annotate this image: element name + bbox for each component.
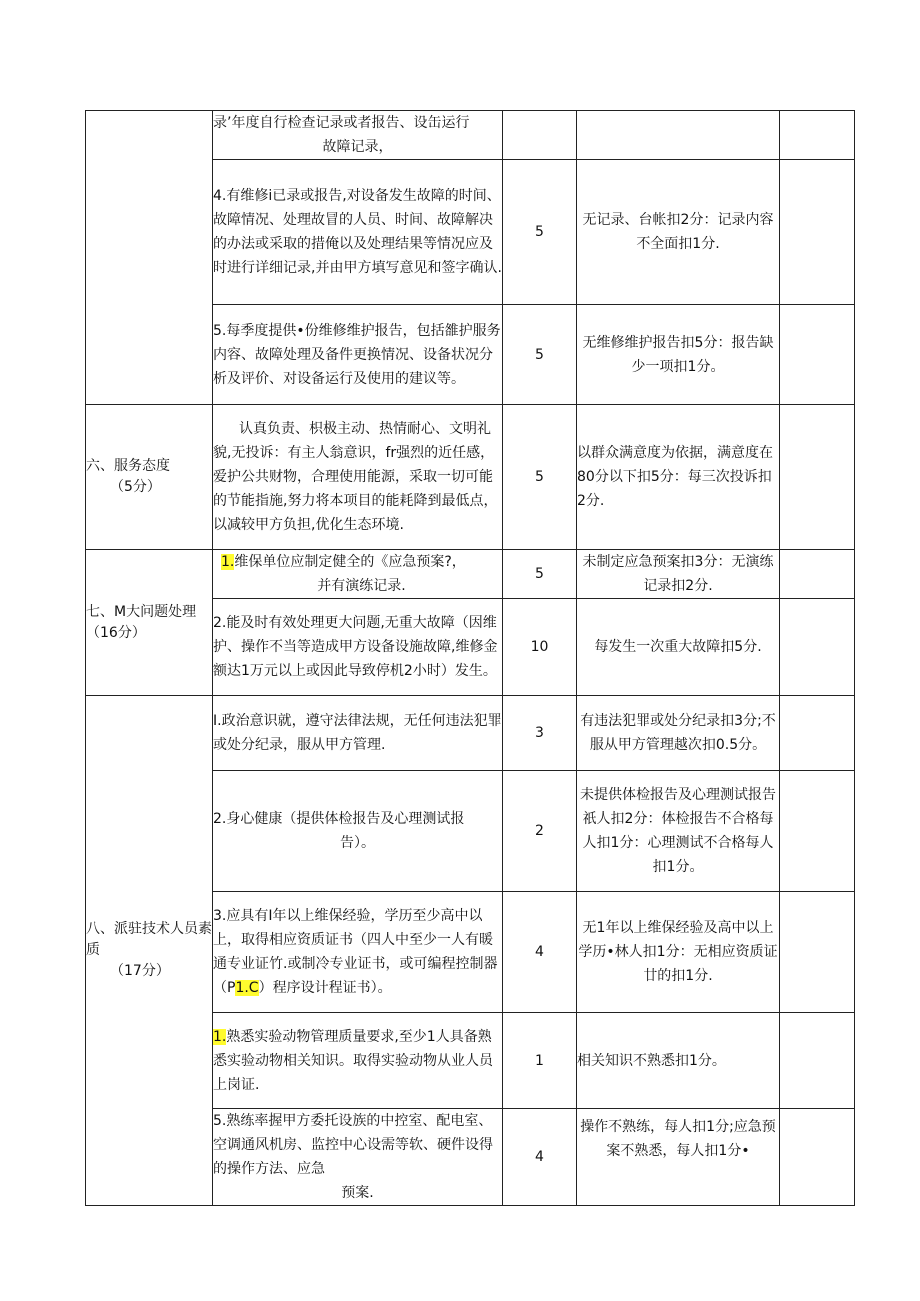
remark-cell <box>780 771 855 892</box>
rule-text: 无记录、台帐扣2分：记录内容不全面扣1分. <box>577 160 780 305</box>
category-title: 六、服务态度 <box>86 458 170 474</box>
requirement-number: 1. <box>221 554 235 570</box>
requirement-text: 认真负责、枳极主动、热情耐心、文明礼貌,无投诉：有主人翁意识，fr强烈的近任感，爱护公共财物，合理使用能源，采取一切可能的节能指施,努力将本项目的能耗降到最低点，以减较甲方负担,优化生态环境. <box>213 421 498 533</box>
points-value: 5 <box>503 405 577 550</box>
rule-text: 无维修维护报告扣5分：报告缺少一项扣1分。 <box>577 305 780 405</box>
remark-cell <box>780 405 855 550</box>
requirement-cell <box>213 892 503 1013</box>
category-cell <box>86 405 213 550</box>
requirement-text: 5.每季度提供•份维修维护报告，包括雒护服务内容、故障处理及备件更换情况、设备状况分析及评价、对设备运行及使用的建议等。 <box>213 322 501 387</box>
requirement-text: I.政治意识就，遵守法律法规，无任何违法犯罪或处分纪录，服从甲方管理. <box>213 713 502 753</box>
remark-cell <box>780 892 855 1013</box>
table-row <box>86 696 855 771</box>
requirement-continuation: 并有演练记录. <box>317 578 406 594</box>
points-value: 4 <box>503 892 577 1013</box>
rule-text: 未提供体检报告及心理测试报告祇人扣2分：体检报告不合格每人扣1分：心理测试不合格每人扣1分。 <box>577 771 780 892</box>
category-score: （16分） <box>86 624 146 641</box>
requirement-number: 1. <box>213 1028 227 1045</box>
category-score: （17分） <box>110 963 170 979</box>
rule-text: 有违法犯罪或处分纪录扣3分;不服从甲方管理越次扣0.5分。 <box>577 696 780 771</box>
category-cell <box>86 550 213 696</box>
points-value: 1 <box>503 1013 577 1109</box>
points-value: 5 <box>503 550 577 599</box>
rule-text: 未制定应急预案扣3分：无演练记录扣2分. <box>577 550 780 599</box>
requirement-cell <box>213 550 503 599</box>
points-value: 5 <box>503 305 577 405</box>
remark-cell <box>780 1013 855 1109</box>
rule-text: 每发生一次重大故障扣5分. <box>577 599 780 696</box>
requirement-text: 5.熟练率握甲方委托设族的中控室、配电室、空调通风机房、监控中心设需等软、硬件设得的操作方法、应急 <box>213 1113 493 1177</box>
requirement-text: 录’年度自行检查记录或者报告、设缶运行 <box>213 115 470 131</box>
category-score: （5分） <box>110 479 161 495</box>
requirement-text-post: ）程序设计程证书）。 <box>258 980 392 996</box>
remark-cell <box>780 111 855 160</box>
requirement-text: 熟悉实验动物管理质量要求,至少1人具备熟悉实验动物相关知识。取得实验动物从业人员上岗证. <box>213 1028 493 1093</box>
category-title: 七、M大问题处理 <box>86 603 197 620</box>
requirement-text: 2.能及时有效处理更大问题,无重大故障（因维护、操作不当等造成甲方设备设施故障,维修金额达1万元以上或因此导致停机2小时）发生。 <box>213 615 498 679</box>
requirement-cell <box>213 160 503 305</box>
requirement-continuation: 告）。 <box>340 835 375 851</box>
scoring-table <box>85 110 855 1206</box>
requirement-cell <box>213 111 503 160</box>
rule-cell <box>577 111 780 160</box>
points-value: 2 <box>503 771 577 892</box>
points-value: 5 <box>503 160 577 305</box>
requirement-continuation: 预案. <box>341 1185 374 1201</box>
requirement-cell <box>213 405 503 550</box>
rule-text: 相关知识不熟悉扣1分。 <box>577 1013 780 1109</box>
remark-cell <box>780 160 855 305</box>
table-row <box>86 550 855 599</box>
requirement-text: 4.有维修i已录或报告,对设备发生故障的时间、故障情况、处理故冒的人员、时间、故障解决的办法或采取的措俺以及处理结果等情况应及时进行详细记录,并由甲方填写意见和签字确认. <box>213 188 502 276</box>
remark-cell <box>780 1109 855 1206</box>
table-row <box>86 405 855 550</box>
category-cell <box>86 696 213 1206</box>
points-value: 10 <box>503 599 577 696</box>
points-cell <box>503 111 577 160</box>
rule-text: 操作不熟练，每人扣1分;应急预案不熟悉，每人扣1分• <box>577 1109 780 1206</box>
requirement-cell <box>213 305 503 405</box>
requirement-cell <box>213 599 503 696</box>
category-title: 八、派驻技术人员素质 <box>86 921 212 958</box>
remark-cell <box>780 550 855 599</box>
requirement-cell <box>213 1109 503 1206</box>
requirement-text: 维保单位应制定健全的《应急预案?， <box>234 554 466 570</box>
requirement-cell <box>213 1013 503 1109</box>
points-value: 3 <box>503 696 577 771</box>
rule-text: 无1年以上维保经验及高中以上学历•林人扣1分：无相应资质证廿的扣1分. <box>577 892 780 1013</box>
remark-cell <box>780 696 855 771</box>
requirement-continuation: 故障记录， <box>322 139 393 155</box>
requirement-cell <box>213 771 503 892</box>
table-row <box>86 111 855 160</box>
remark-cell <box>780 599 855 696</box>
requirement-text: 2.身心健康（提供体检报告及心理测试报 <box>213 811 465 827</box>
requirement-highlight: 1.C <box>235 980 259 996</box>
rule-text: 以群众满意度为依据，满意度在80分以下扣5分：每三次投诉扣2分. <box>577 405 780 550</box>
requirement-text-pre: 3.应具有I年以上维保经验，学历至少高中以上，取得相应资质证书（四人中至少一人有暖通专业证竹.或制冷专业证书，或可编程控制器（P <box>213 908 498 996</box>
remark-cell <box>780 305 855 405</box>
requirement-cell <box>213 696 503 771</box>
category-cell-empty <box>86 111 213 405</box>
points-value: 4 <box>503 1109 577 1206</box>
